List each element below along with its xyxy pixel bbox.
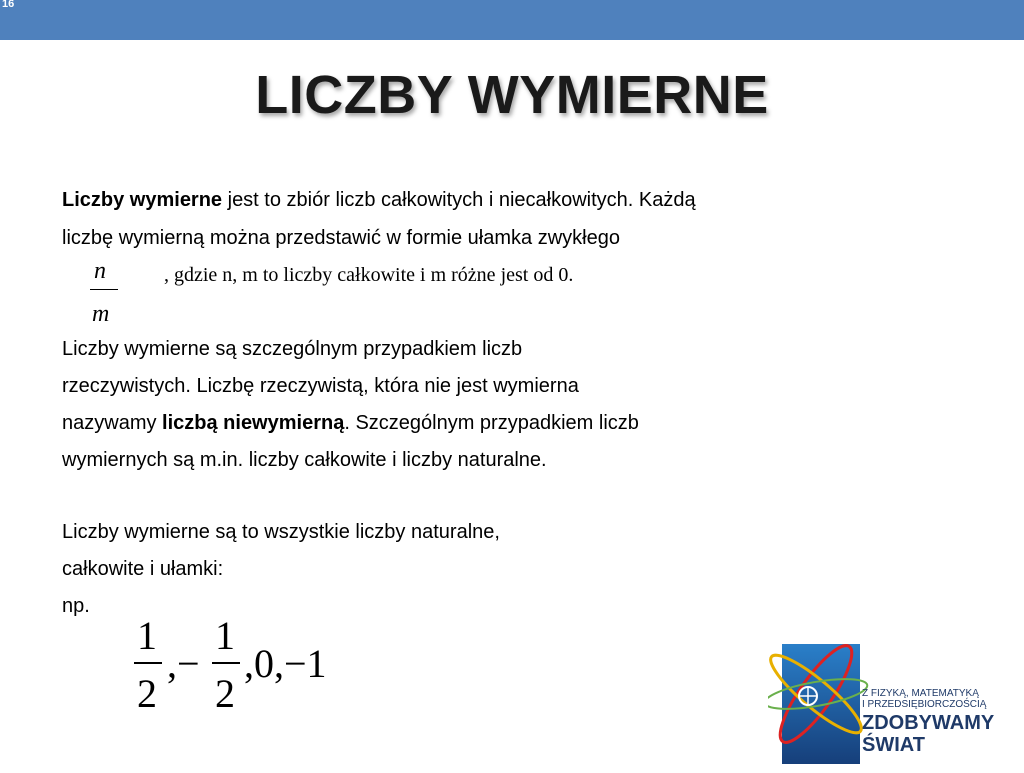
example-frac2-numerator: 1	[215, 613, 235, 658]
paragraph1-line1-text: jest to zbiór liczb całkowitych i niecałkowitych. Każdą	[222, 189, 696, 211]
logo-line4: ŚWIAT	[862, 734, 925, 756]
fraction-numerator: n	[94, 258, 106, 284]
example-rest: ,0,−1	[244, 641, 327, 686]
term-liczba-niewymierna: liczbą niewymierną	[162, 412, 345, 434]
paragraph1-line1	[62, 188, 696, 212]
paragraph3-line1: Liczby wymierne są to wszystkie liczby naturalne,	[62, 521, 500, 543]
logo-line3: ZDOBYWAMY	[862, 712, 995, 734]
example-frac1-denominator: 2	[137, 671, 157, 716]
example-frac1-numerator: 1	[137, 613, 157, 658]
top-bar	[0, 0, 1024, 40]
term-liczby-wymierne: Liczby wymierne	[62, 189, 223, 211]
fraction-bar	[90, 289, 118, 290]
paragraph2-line3-pre: nazywamy	[62, 412, 163, 434]
fraction-denominator: m	[92, 301, 110, 327]
example-frac2-bar	[212, 662, 240, 664]
paragraph2-line3-post: . Szczególnym przypadkiem liczb	[344, 412, 639, 434]
paragraph3-line3: np.	[62, 595, 90, 617]
logo-line1: Z FIZYKĄ, MATEMATYKĄ	[862, 688, 979, 699]
slide-title: LICZBY WYMIERNE	[255, 65, 769, 125]
example-separator: ,−	[167, 641, 200, 686]
logo-line2: I PRZEDSIĘBIORCZOŚCIĄ	[862, 699, 987, 710]
paragraph2-line4: wymiernych są m.in. liczby całkowite i liczby naturalne.	[62, 449, 547, 471]
paragraph2-line1: Liczby wymierne są szczególnym przypadkiem liczb	[62, 338, 523, 360]
example-frac1-bar	[134, 662, 162, 664]
paragraph3-line2: całkowite i ułamki:	[62, 558, 224, 580]
paragraph1-line2: liczbę wymierną można przedstawić w formie ułamka zwykłego	[62, 227, 620, 249]
example-frac2-denominator: 2	[215, 671, 235, 716]
project-logo	[768, 620, 1024, 768]
paragraph2-line2: rzeczywistych. Liczbę rzeczywistą, która nie jest wymierna	[62, 375, 579, 397]
paragraph2-line3	[62, 411, 639, 435]
fraction-condition: , gdzie n, m to liczby całkowite i m różne jest od 0.	[164, 264, 574, 286]
slide-number: 16	[2, 0, 15, 10]
